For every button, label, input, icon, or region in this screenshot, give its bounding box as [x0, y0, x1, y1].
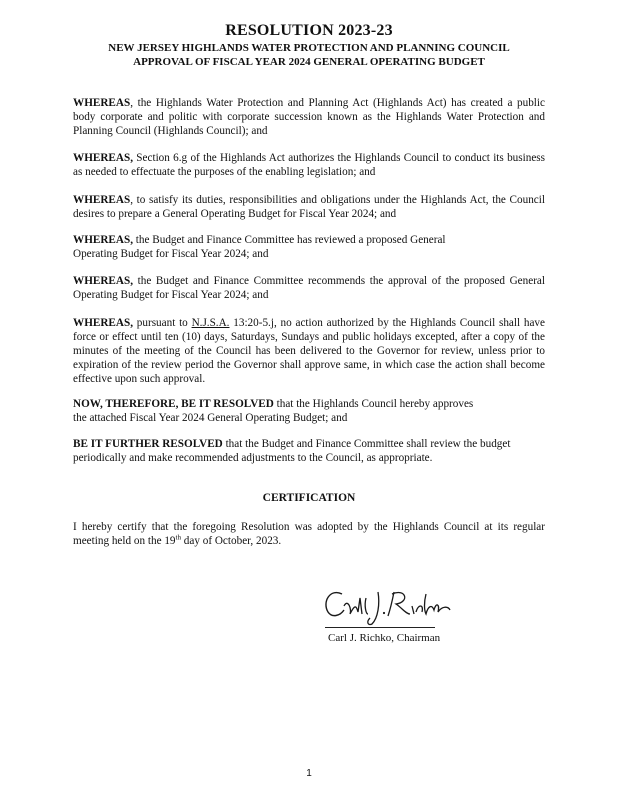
- paragraph-lead: WHEREAS,: [73, 275, 133, 287]
- signature-stroke: [383, 612, 385, 614]
- signature-stroke: [326, 593, 344, 616]
- paragraph-lead: BE IT FURTHER RESOLVED: [73, 438, 223, 450]
- paragraph-lead: WHEREAS: [73, 194, 131, 206]
- paragraph-text: the Budget and Finance Committee recommends the approval of the proposed General Operating Budget for Fiscal Year 2024; and: [73, 275, 545, 301]
- resolution-subject: APPROVAL OF FISCAL YEAR 2024 GENERAL OPERATING BUDGET: [133, 56, 485, 68]
- paragraph-pre: pursuant to: [133, 317, 192, 329]
- certification-heading: CERTIFICATION: [262, 492, 356, 504]
- paragraph-text-line1: the Budget and Finance Committee has reviewed a proposed General: [133, 234, 446, 246]
- paragraph-lead: WHEREAS: [73, 97, 131, 109]
- certification-text-end: day of October, 2023.: [180, 535, 282, 547]
- paragraph-text-line2: periodically and make recommended adjustments to the Council, as appropriate.: [73, 452, 433, 464]
- whereas-paragraph-3: [73, 193, 545, 221]
- signature-stroke: [388, 592, 410, 616]
- whereas-paragraph-2: [73, 151, 545, 179]
- signature-stroke: [344, 598, 362, 614]
- ordinal-suffix: th: [175, 533, 181, 542]
- paragraph-text: , to satisfy its duties, responsibilities and obligations under the Highlands Act, the Council desires to prepare a General Operating Budget for Fiscal Year 2024; and: [73, 194, 545, 220]
- paragraph-lead: WHEREAS,: [73, 152, 133, 164]
- statute-citation: N.J.S.A.: [191, 317, 230, 329]
- whereas-paragraph-5: [73, 274, 545, 302]
- paragraph-lead: WHEREAS,: [73, 234, 133, 246]
- paragraph-text-line2: the attached Fiscal Year 2024 General Operating Budget; and: [73, 412, 348, 424]
- paragraph-text: , the Highlands Water Protection and Planning Act (Highlands Act) has created a public body corporate and politic with corporate succession known as the Highlands Water Protection and Planning Council (Highlands Council); and: [73, 97, 545, 137]
- signature-stroke: [368, 592, 379, 625]
- signature-line: [325, 627, 435, 628]
- paragraph-text-line2: Operating Budget for Fiscal Year 2024; and: [73, 248, 269, 260]
- resolution-title: RESOLUTION 2023-23: [225, 22, 393, 39]
- further-resolved-paragraph: [73, 437, 545, 465]
- signature-stroke: [365, 598, 368, 614]
- paragraph-text: Section 6.g of the Highlands Act authorizes the Highlands Council to conduct its business as needed to effectuate the purposes of the enabling legislation; and: [73, 152, 545, 178]
- whereas-paragraph-4: [73, 233, 545, 261]
- whereas-paragraph-6: [73, 316, 545, 386]
- signature-stroke: [412, 594, 450, 614]
- paragraph-text: 13:20-5.j, no action authorized by the Highlands Council shall have force or effect until ten (10) days, Saturdays, Sundays and public holidays excepted, after a copy of the minutes of the meeting of the Council has been delivered to the Governor for review, unless prior to expiration of the review period the Governor shall approve same, in which case the action shall become effective upon such approval.: [73, 317, 545, 385]
- paragraph-text-line1: that the Highlands Council hereby approves: [273, 398, 474, 410]
- certification-paragraph: [73, 520, 545, 548]
- resolved-paragraph: [73, 397, 545, 425]
- handwritten-signature: [320, 584, 460, 628]
- page-number: 1: [306, 768, 312, 779]
- council-name: NEW JERSEY HIGHLANDS WATER PROTECTION AND PLANNING COUNCIL: [108, 42, 510, 54]
- paragraph-text-line1: that the Budget and Finance Committee shall review the budget: [222, 438, 511, 450]
- certification-text: I hereby certify that the foregoing Resolution was adopted by the Highlands Council at its regular meeting held on the 19: [73, 521, 545, 547]
- whereas-paragraph-1: [73, 96, 545, 138]
- paragraph-lead: NOW, THEREFORE, BE IT RESOLVED: [73, 398, 274, 410]
- paragraph-lead: WHEREAS,: [73, 317, 133, 329]
- signatory-name: Carl J. Richko, Chairman: [328, 632, 441, 644]
